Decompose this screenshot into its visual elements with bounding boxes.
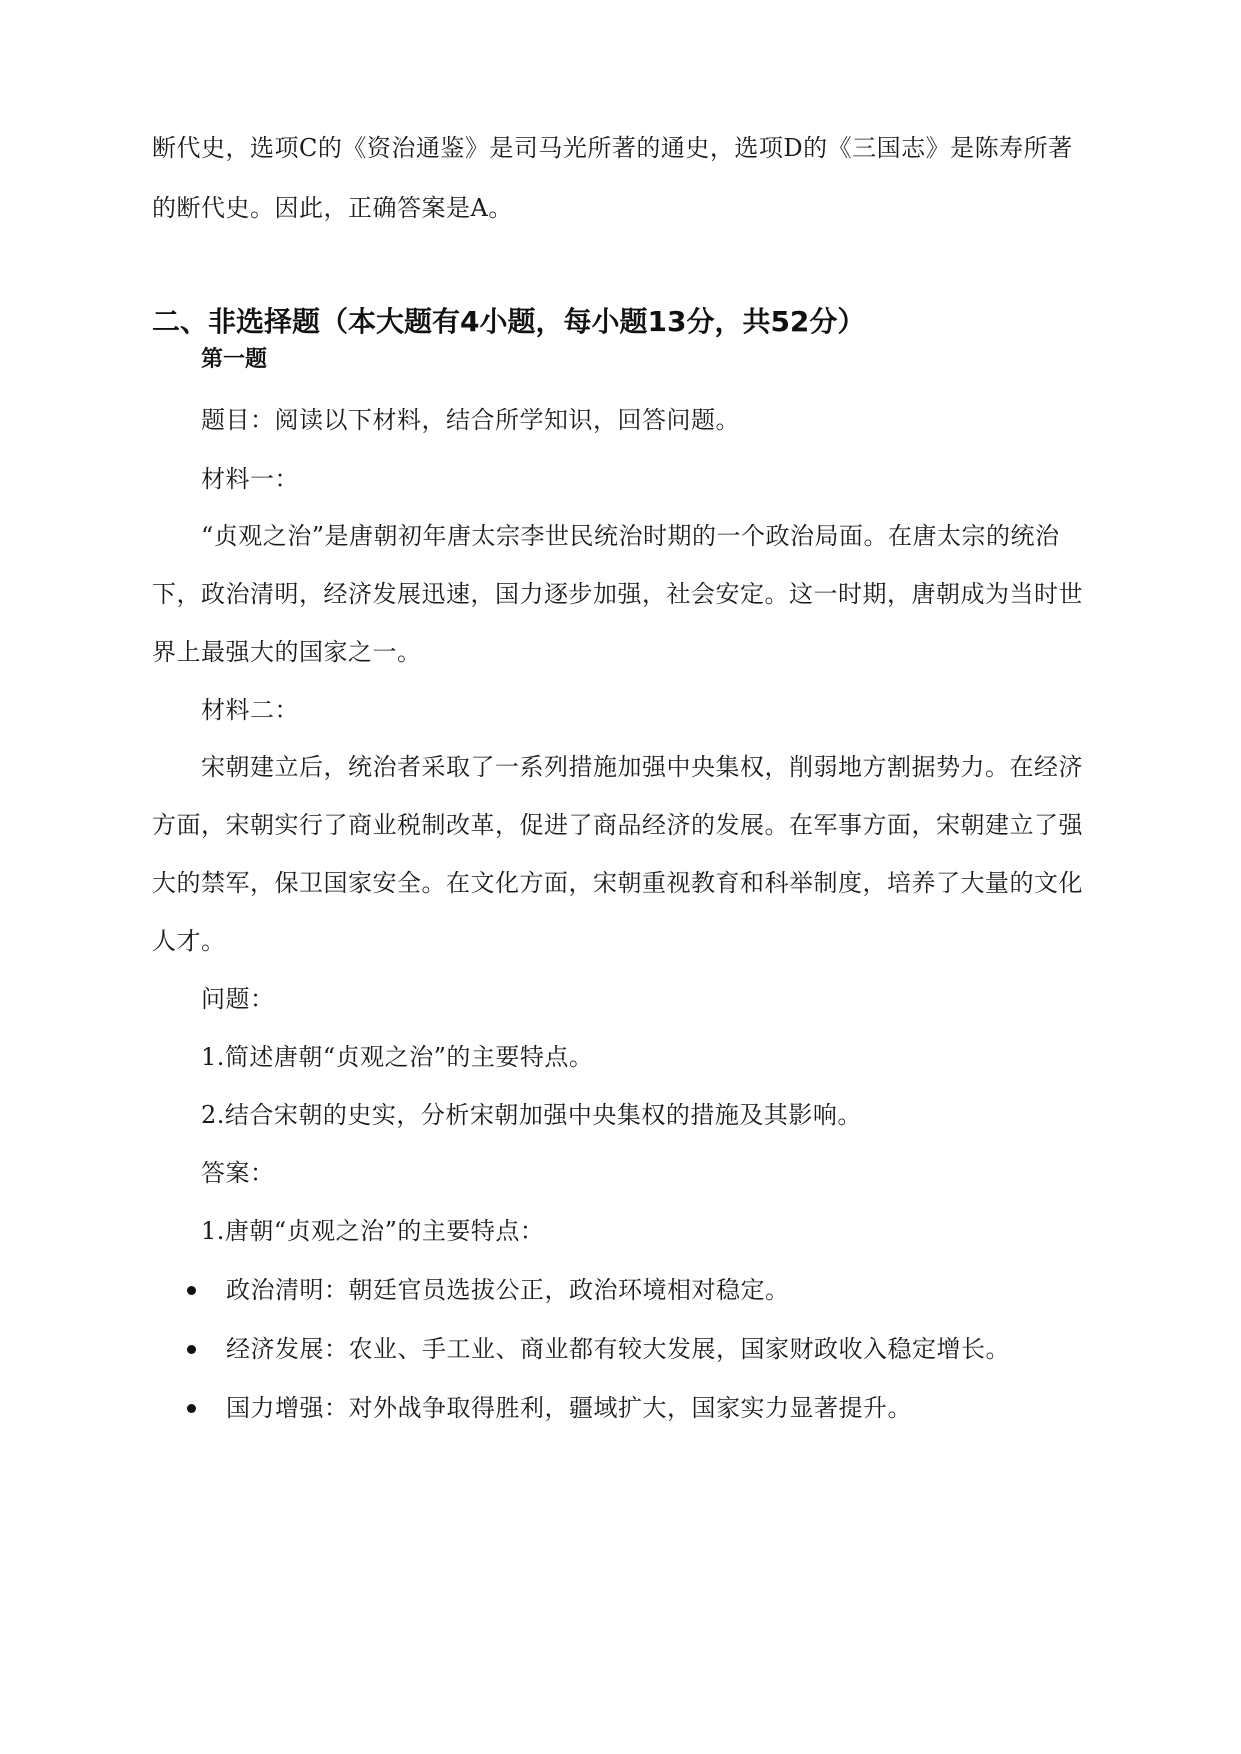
- material2-line-2: 方面，宋朝实行了商业税制改革，促进了商品经济的发展。在军事方面，宋朝建立了强: [152, 811, 1083, 839]
- prev-answer-line-2: 的断代史。因此，正确答案是A。: [152, 194, 513, 222]
- question-item-1: 1.简述唐朝“贞观之治”的主要特点。: [201, 1043, 594, 1071]
- material2-line-4: 人才。: [152, 927, 226, 955]
- answer1-point-1: 政治清明：朝廷官员选拔公正，政治环境相对稳定。: [226, 1276, 790, 1304]
- question-item-2: 2.结合宋朝的史实，分析宋朝加强中央集权的措施及其影响。: [201, 1101, 862, 1129]
- material1-label: 材料一：: [201, 465, 299, 493]
- material1-line-3: 界上最强大的国家之一。: [152, 638, 422, 666]
- questions-label: 问题：: [201, 985, 275, 1013]
- answer1-heading: 1.唐朝“贞观之治”的主要特点：: [201, 1217, 545, 1245]
- prev-answer-line-1: 断代史，选项C的《资治通鉴》是司马光所著的通史，选项D的《三国志》是陈寿所著: [152, 134, 1073, 162]
- material2-line-1: 宋朝建立后，统治者采取了一系列措施加强中央集权，削弱地方割据势力。在经济: [201, 753, 1083, 781]
- section-title: 二、非选择题（本大题有4小题，每小题13分，共52分）: [152, 305, 866, 338]
- material1-line-1: “贞观之治”是唐朝初年唐太宗李世民统治时期的一个政治局面。在唐太宗的统治: [201, 522, 1060, 550]
- bullet-dot: [187, 1404, 196, 1413]
- material1-line-2: 下，政治清明，经济发展迅速，国力逐步加强，社会安定。这一时期，唐朝成为当时世: [152, 580, 1083, 608]
- answer1-point-3: 国力增强：对外战争取得胜利，疆域扩大，国家实力显著提升。: [226, 1394, 912, 1422]
- question-prompt: 题目：阅读以下材料，结合所学知识，回答问题。: [201, 406, 740, 434]
- question-heading: 第一题: [201, 347, 268, 372]
- material2-label: 材料二：: [201, 696, 299, 724]
- bullet-dot: [187, 1345, 196, 1354]
- answer1-point-2: 经济发展：农业、手工业、商业都有较大发展，国家财政收入稳定增长。: [226, 1335, 1010, 1363]
- answer-label: 答案：: [201, 1159, 275, 1187]
- material2-line-3: 大的禁军，保卫国家安全。在文化方面，宋朝重视教育和科举制度，培养了大量的文化: [152, 869, 1083, 897]
- bullet-dot: [187, 1286, 196, 1295]
